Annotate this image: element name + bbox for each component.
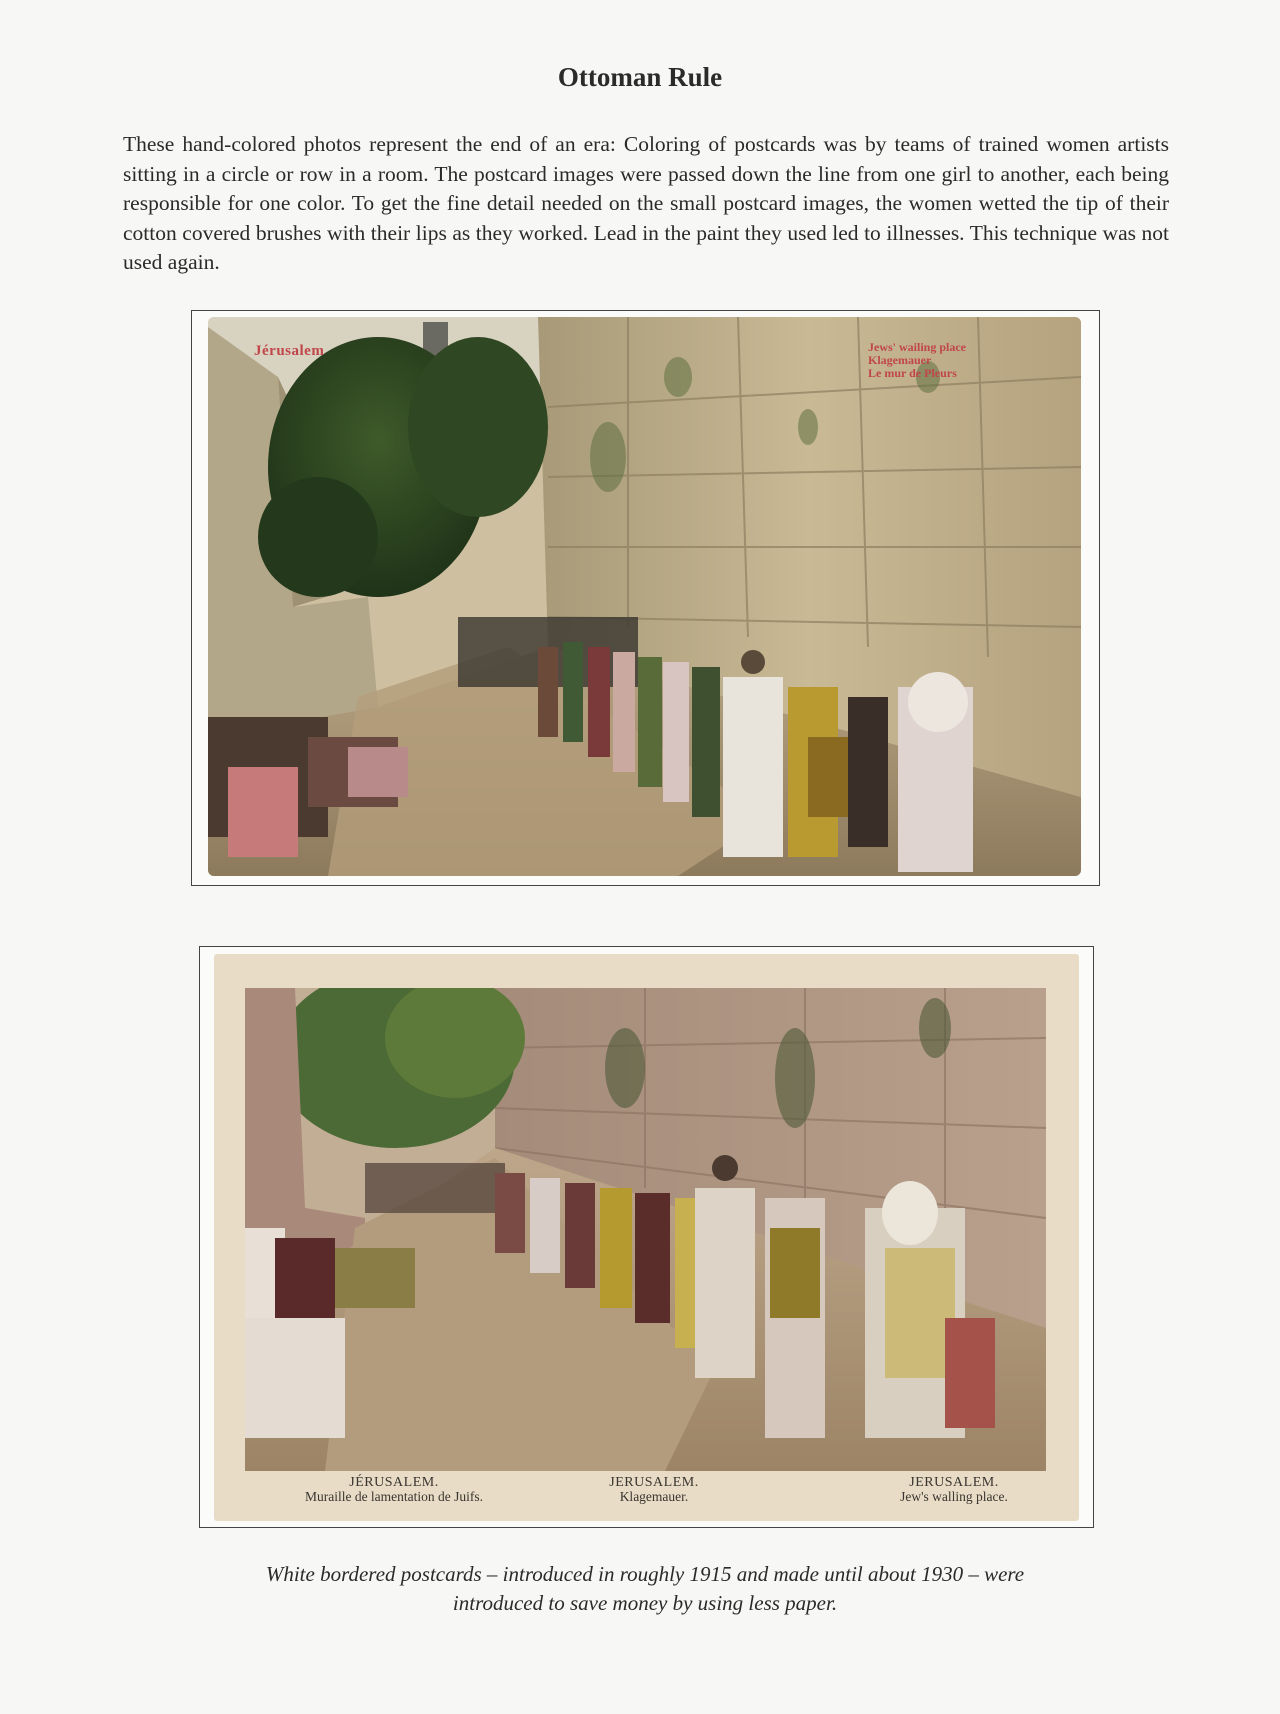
postcard2-image [245, 988, 1046, 1471]
caption-city: JERUSALEM. [909, 1475, 999, 1490]
caption-text: Muraille de lamentation de Juifs. [304, 1489, 484, 1504]
intro-paragraph: These hand-colored photos represent the end of an era: Coloring of postcards was by teams of trained women artists sitting in a circle or row in a room. The postcard images were passed down the line from one girl to another, each being responsible for one color. To get the fine detail needed on the small postcard images, the women wetted the tip of their cotton covered brushes with their lips as they worked. Lead in the paint they used led to illnesses. This technique was not used again. [123, 132, 1169, 274]
postcard2-caption-french [254, 1476, 534, 1504]
postcard2-caption-english [854, 1476, 1054, 1504]
footnote [0, 1560, 1280, 1618]
postcard2-caption-german [574, 1476, 734, 1504]
postcard-white-bordered-wailing-wall [214, 954, 1079, 1521]
caption-text: Jew's walling place. [900, 1489, 1008, 1504]
postcard-colored-wailing-wall [208, 317, 1081, 876]
footnote-line: introduced to save money by using less paper. [452, 1591, 838, 1615]
caption-text: Klagemauer. [619, 1489, 689, 1504]
postcard-frame-white-bordered [199, 946, 1094, 1528]
footnote-line: White bordered postcards – introduced in roughly 1915 and made until about 1930 – were [265, 1562, 1025, 1586]
page-title: Ottoman Rule [557, 62, 723, 92]
postcard1-caption-line: Jews' wailing place [868, 340, 966, 354]
postcard2-photo [245, 988, 1046, 1471]
postcard1-caption-right [868, 341, 966, 380]
postcard-frame-colored [191, 310, 1100, 886]
postcard1-caption-left: Jérusalem [254, 343, 325, 359]
postcard-colored-image [208, 317, 1081, 876]
postcard1-caption-line: Klagemauer [868, 353, 932, 367]
caption-city: JERUSALEM. [609, 1475, 699, 1490]
postcard1-caption-line: Le mur de Pleurs [868, 366, 957, 380]
caption-city: JÉRUSALEM. [349, 1475, 439, 1490]
